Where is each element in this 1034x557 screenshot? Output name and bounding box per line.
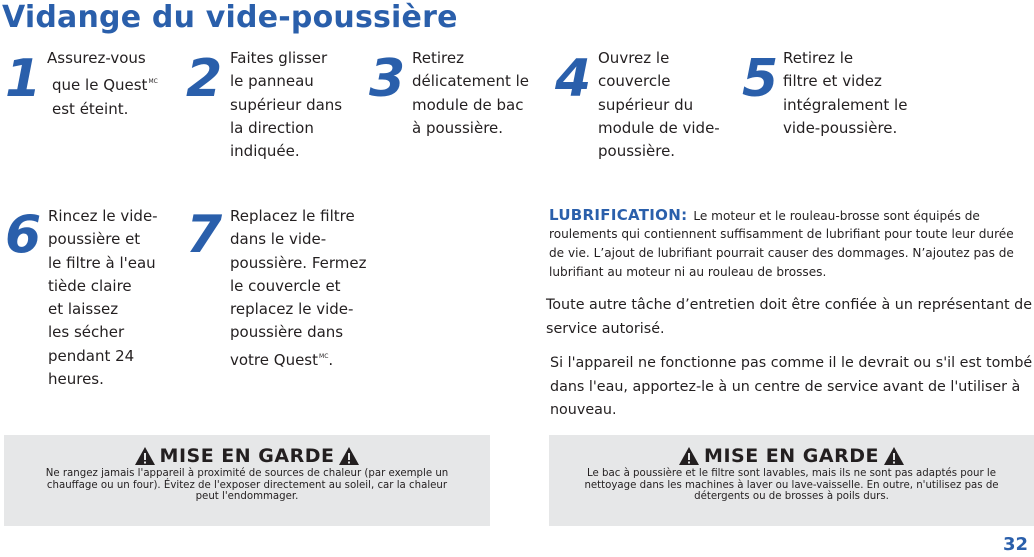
step-number: 4 (555, 49, 592, 109)
step-text (230, 205, 367, 372)
step-number: 3 (369, 49, 406, 109)
step-line: est éteint. (52, 99, 129, 118)
step-line: pendant 24 (48, 346, 135, 365)
warning-triangle-icon (678, 446, 700, 466)
step-line: indiquée. (230, 142, 300, 161)
step-line-text: que le Quest (52, 76, 148, 95)
step-4 (555, 47, 735, 167)
maintenance-paragraph (546, 294, 1032, 341)
step-line: replacez le vide- (230, 300, 354, 319)
step-line: module de bac (412, 95, 524, 114)
warning-box-heat (4, 435, 490, 526)
maintenance-line: Toute autre tâche d’entretien doit être confiée à un représentant de (546, 297, 1033, 313)
step-text (47, 47, 158, 121)
step-line: le couvercle et (230, 276, 341, 295)
lubrication-note (549, 206, 1034, 282)
service-paragraph (550, 352, 1032, 423)
warning-line: Le bac à poussière et le filtre sont lavables, mais ils ne sont pas adaptés pour le (587, 468, 996, 479)
step-line: poussière. (598, 142, 676, 161)
warning-heading: MISE EN GARDE (704, 445, 879, 467)
step-text (412, 47, 529, 140)
lubrication-line: roulements qui contiennent suffisamment de lubrifiant pour toute leur durée (549, 227, 1014, 241)
step-line: supérieur du (598, 95, 694, 114)
warning-body (4, 468, 490, 503)
step-line-with-mark (47, 70, 158, 97)
warning-heading: MISE EN GARDE (159, 445, 335, 467)
step-line: filtre et videz (783, 72, 882, 91)
step-line: Assurez-vous (47, 49, 146, 67)
step-line: Retirez (412, 49, 464, 67)
step-line: Retirez le (783, 49, 854, 67)
step-line: vide-poussière. (783, 118, 898, 137)
step-line: le panneau (230, 72, 314, 91)
step-line: heures. (48, 370, 104, 389)
step-text (48, 205, 158, 391)
step-line: poussière et (48, 230, 141, 249)
step-2 (186, 47, 366, 167)
warning-line: chauffage ou un four). Évitez de l'exposer directement au soleil, car la chaleur (46, 479, 448, 491)
step-line: Rincez le vide- (48, 207, 158, 225)
step-line: module de vide- (598, 118, 720, 137)
step-line: et laissez (48, 300, 119, 319)
step-3 (369, 47, 549, 147)
service-line: Si l'appareil ne fonctionne pas comme il le devrait ou s'il est tombé (550, 355, 1033, 371)
warning-header (549, 444, 1034, 468)
step-7 (186, 205, 376, 375)
warning-line: peut l'endommager. (195, 491, 299, 502)
lubrication-heading: LUBRIFICATION: (549, 206, 688, 224)
step-text (783, 47, 907, 140)
step-line: intégralement le (783, 95, 908, 114)
trademark-mark: MC (148, 78, 158, 86)
step-line-end: . (328, 350, 334, 369)
step-number: 1 (5, 49, 42, 109)
warning-line: Ne rangez jamais l'appareil à proximité de sources de chaleur (par exemple un (45, 468, 449, 479)
step-5 (742, 47, 922, 147)
step-6 (5, 205, 175, 395)
step-line: Replacez le filtre (230, 207, 355, 225)
step-line: la direction (230, 118, 314, 137)
service-line: nouveau. (550, 402, 617, 418)
warning-triangle-icon (338, 446, 360, 466)
step-line: dans le vide- (230, 230, 327, 249)
lubrication-line: lubrifiant au moteur ni au rouleau de brosses. (549, 265, 827, 279)
warning-triangle-icon (883, 446, 905, 466)
warning-body (549, 468, 1034, 503)
lubrication-first-line (549, 206, 1034, 226)
trademark-mark: MC (319, 352, 329, 360)
step-line-with-mark (230, 345, 367, 372)
step-text (598, 47, 720, 163)
step-number: 5 (742, 49, 779, 109)
step-line: poussière. Fermez (230, 253, 367, 272)
step-number: 6 (5, 205, 42, 265)
step-line: poussière dans (230, 323, 344, 342)
lubrication-line: Le moteur et le rouleau-brosse sont équipés de (693, 209, 980, 223)
service-line: dans l'eau, apportez-le à un centre de service avant de l'utiliser à (550, 378, 1021, 395)
warning-line: nettoyage dans les machines à laver ou lave-vaisselle. En outre, n'utilisez pas de (584, 479, 999, 491)
step-line: couvercle (598, 72, 671, 91)
step-line: à poussière. (412, 118, 504, 137)
step-line: tiède claire (48, 276, 132, 295)
page-number: 32 (1002, 534, 1028, 555)
step-1 (5, 47, 175, 127)
maintenance-line: service autorisé. (546, 320, 665, 337)
lubrication-line: de vie. L’ajout de lubrifiant pourrait causer des dommages. N’ajoutez pas de (549, 246, 1014, 260)
step-text (230, 47, 342, 163)
page-title: Vidange du vide-poussière (2, 0, 458, 35)
step-line: les sécher (48, 323, 125, 342)
step-number: 2 (186, 49, 223, 109)
step-line: supérieur dans (230, 95, 343, 114)
step-line: Ouvrez le (598, 49, 670, 67)
warning-triangle-icon (134, 446, 156, 466)
warning-box-washing (549, 435, 1034, 526)
step-line: Faites glisser (230, 49, 328, 67)
step-number: 7 (186, 205, 223, 265)
step-line: le filtre à l'eau (48, 253, 156, 272)
warning-header (4, 444, 490, 468)
warning-line: détergents ou de brosses à poils durs. (694, 491, 889, 502)
step-line-text: votre Quest (230, 350, 319, 369)
step-line: délicatement le (412, 72, 530, 91)
